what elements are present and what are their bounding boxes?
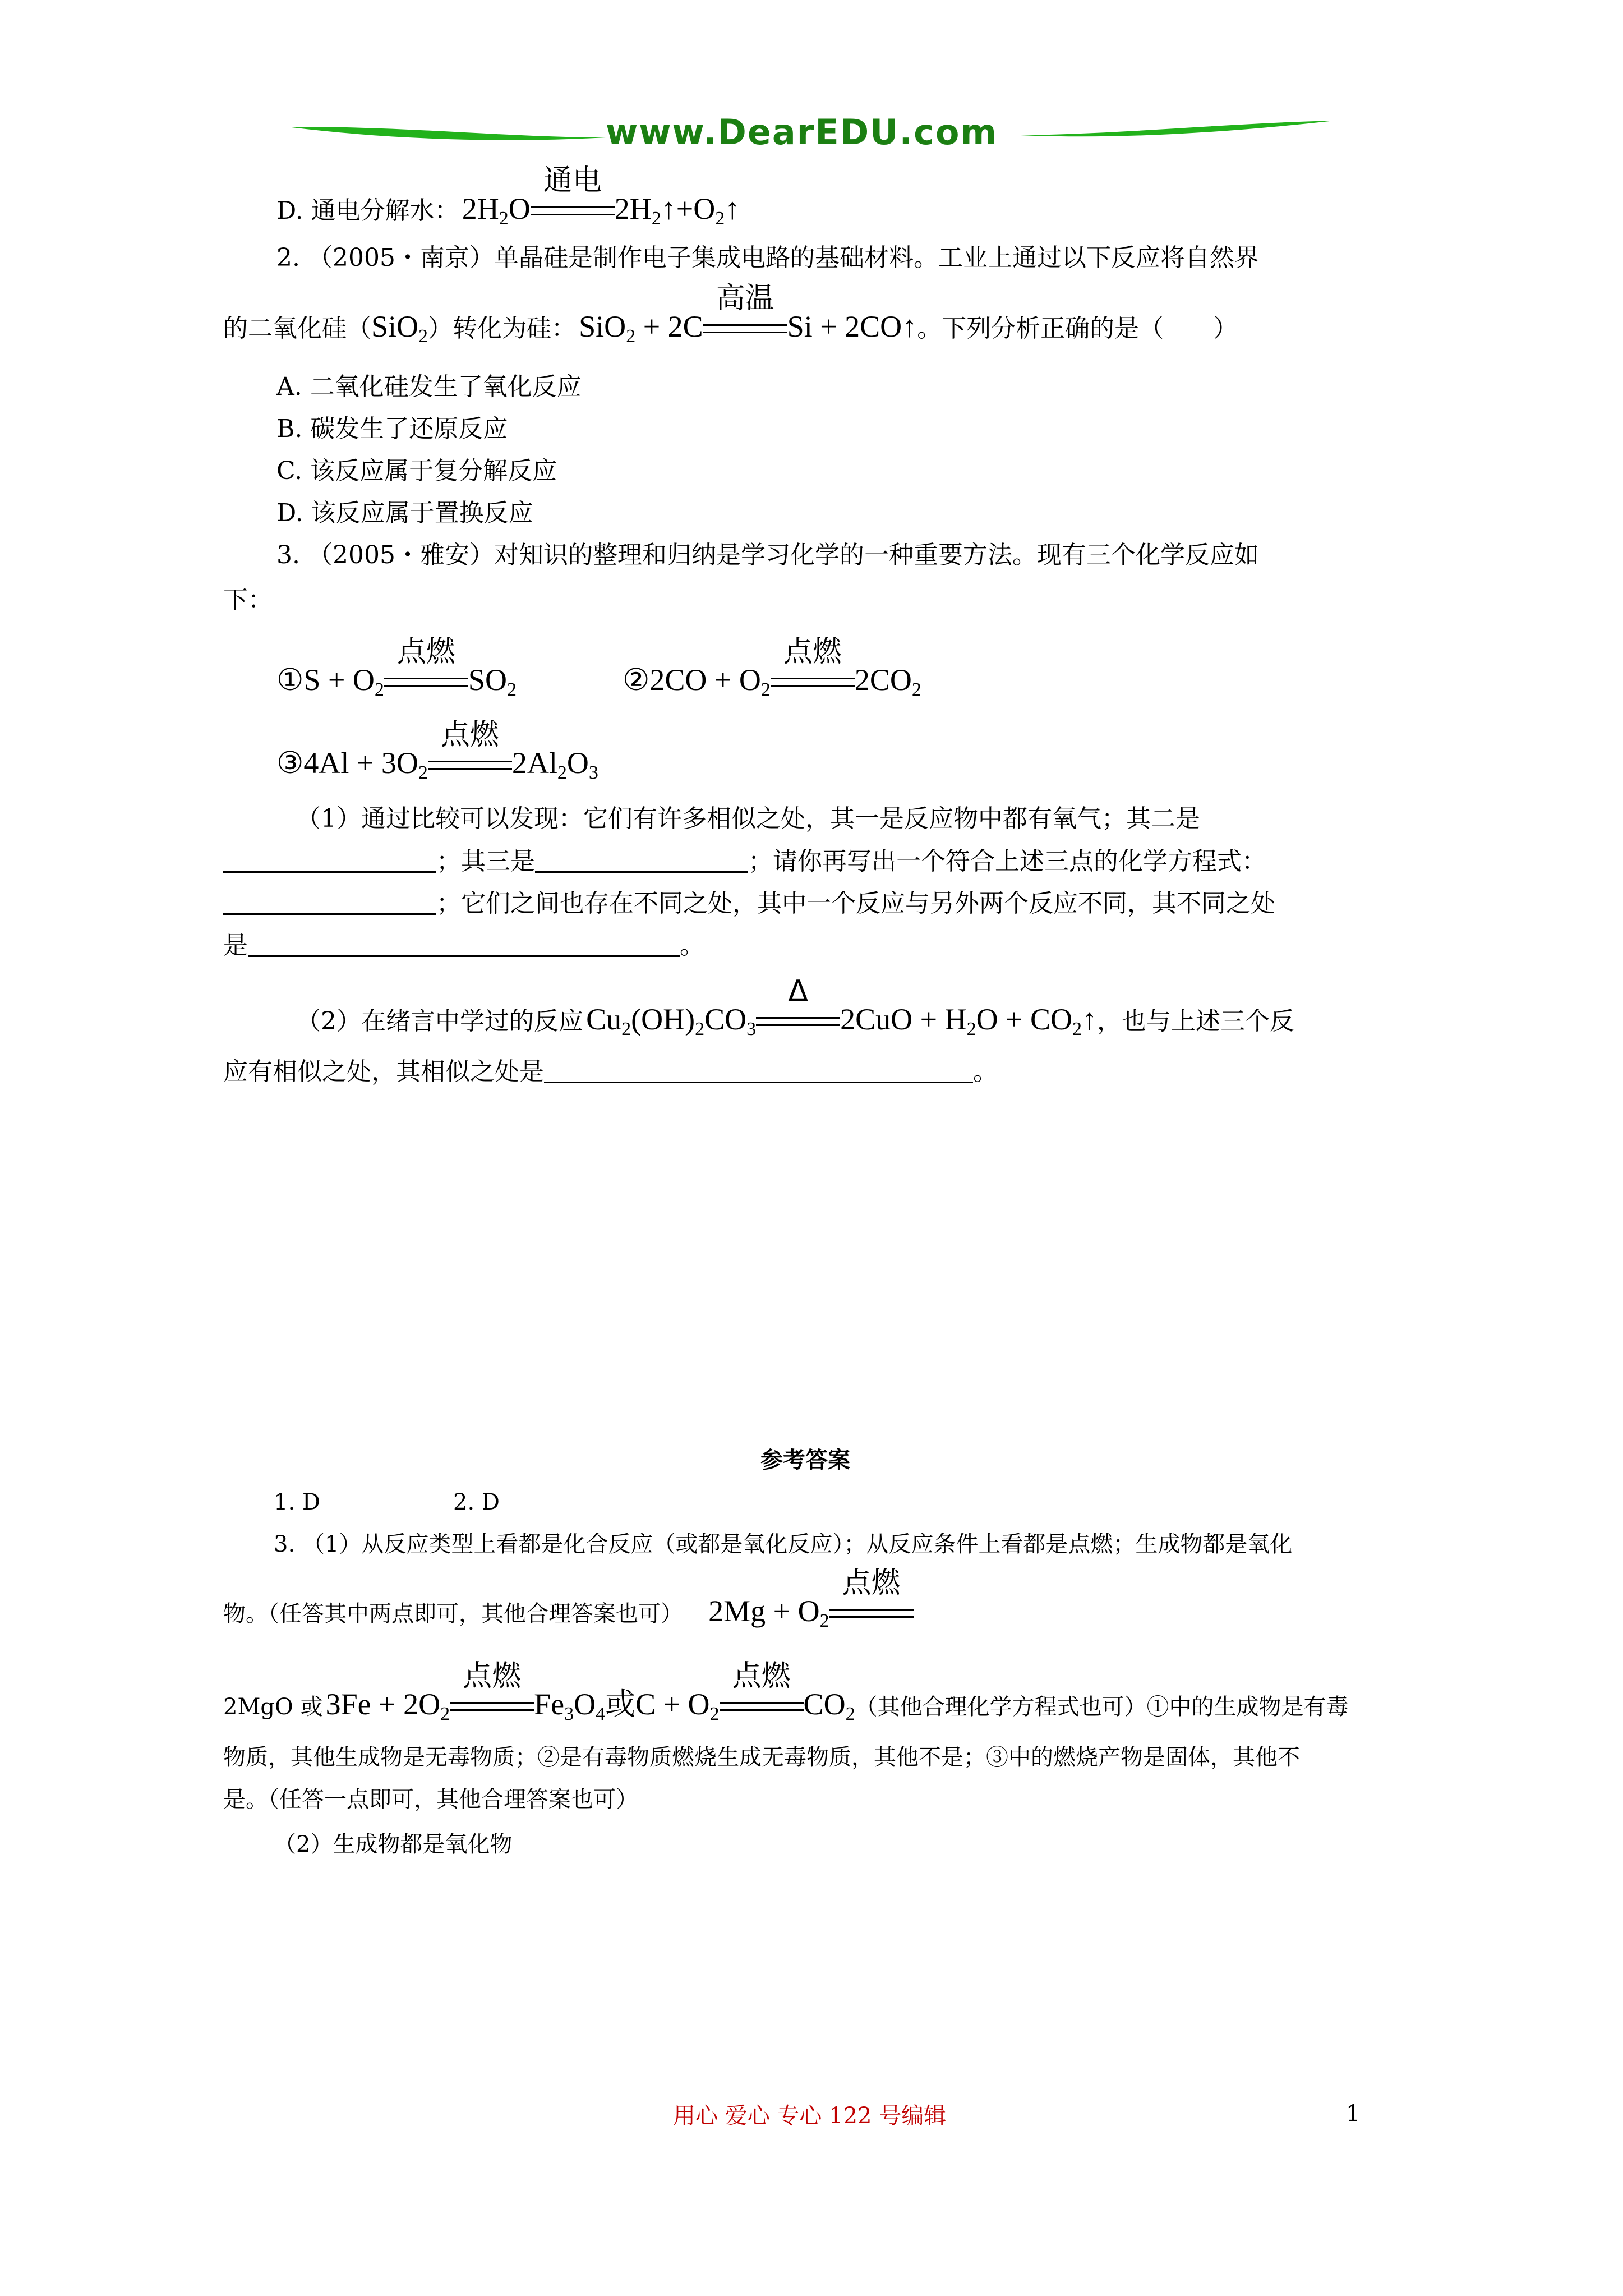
q2-stem-line2: 的二氧化硅（SiO$_2$）转化为硅： SiO$_2$ + 2C 高温 Si + 2CO↑。下列分析正确的是（ ） <box>223 282 1238 347</box>
q2-option-d: D. 该反应属于置换反应 <box>276 499 533 527</box>
q3-part1-line4: 是 。 <box>223 928 704 963</box>
q2-option-b: B. 碳发生了还原反应 <box>276 415 508 443</box>
answer-3-part2: （2）生成物都是氧化物 <box>274 1832 513 1857</box>
banner-swoosh-right <box>1021 117 1335 151</box>
electrolysis-equation: $2H_2O$ 通电 $2H_2↑+O_2↑$ <box>462 164 740 229</box>
q3-reaction-1: ①S + $O_2$ 点燃 $SO_2$ <box>276 635 517 700</box>
q2-stem-line1: 2. （2005・南京）单晶硅是制作电子集成电路的基础材料。工业上通过以下反应将自然界 <box>276 243 1259 272</box>
answer-blank-difference[interactable] <box>248 928 680 957</box>
answer-1: 1. D <box>274 1489 320 1515</box>
answer-3-line4: 物质，其他生成物是无毒物质；②是有毒物质燃烧生成无毒物质，其他不是；③中的燃烧产物是固体，其他不 <box>223 1745 1300 1770</box>
mg-equation: $2Mg + O_2$ 点燃 <box>708 1594 913 1628</box>
q3-stem-line2: 下： <box>223 586 273 614</box>
answer-blank-2[interactable] <box>223 844 436 873</box>
header-banner <box>292 109 1335 160</box>
reaction-arrow: 高温 <box>703 303 787 342</box>
q3-part1-line3: ；它们之间也存在不同之处，其中一个反应与另外两个反应不同，其不同之处 <box>223 886 1275 921</box>
fe-c-equations: $3Fe + 2O_2$ 点燃 $Fe_3O_4$或$C + O_2$ 点燃 $CO_2$ <box>325 1659 855 1724</box>
q2-option-a: A. 二氧化硅发生了氧化反应 <box>276 372 582 401</box>
silicon-equation: SiO$_2$ + 2C 高温 Si + 2CO↑ <box>579 282 917 347</box>
q3-stem-line1: 3. （2005・雅安）对知识的整理和归纳是学习化学的一种重要方法。现有三个化学反应如 <box>276 541 1259 569</box>
reaction-arrow: 点燃 <box>829 1588 914 1627</box>
reaction-arrow: 点燃 <box>450 1681 534 1720</box>
reaction-arrow: 点燃 <box>771 656 855 696</box>
reaction-arrow: Δ <box>756 996 840 1035</box>
malachite-equation: $Cu_2(OH)_2CO_3$ Δ $2CuO + H_2O$ + $CO_2↑$ <box>586 974 1098 1039</box>
footer-editor-note: 用心 爱心 专心 122 号编辑 <box>673 2103 947 2129</box>
answer-3-line1: 3. （1）从反应类型上看都是化合反应（或都是氧化反应）；从反应条件上看都是点燃；生成物都是氧化 <box>274 1531 1293 1557</box>
answer-3-line3: 2MgO 或 $3Fe + 2O_2$ 点燃 $Fe_3O_4$或$C + O_2$ 点燃 $CO_2$（其他合理化学方程式也可）①中的生成物是有毒 <box>223 1659 1349 1724</box>
answer-2: 2. D <box>453 1489 500 1515</box>
answer-blank-similarity[interactable] <box>544 1055 973 1083</box>
page-number: 1 <box>1346 2101 1361 2127</box>
site-logo-text: www.DearEDU.com <box>606 112 998 153</box>
answer-blank-3[interactable] <box>535 844 748 873</box>
reaction-arrow: 点燃 <box>428 739 512 779</box>
answer-3-line5: 是。（任答一点即可，其他合理答案也可） <box>223 1787 638 1812</box>
q3-reaction-2: ②2CO + $O_2$ 点燃 $2CO_2$ <box>623 635 921 700</box>
banner-swoosh-left <box>292 121 606 154</box>
q3-part1-line1: （1）通过比较可以发现：它们有许多相似之处，其一是反应物中都有氧气；其二是 <box>296 804 1200 833</box>
q2-option-c: C. 该反应属于复分解反应 <box>276 457 557 485</box>
reaction-arrow: 点燃 <box>384 656 468 696</box>
answer-3-line2: 物。（任答其中两点即可，其他合理答案也可） $2Mg + O_2$ 点燃 <box>223 1588 914 1630</box>
q3-part2-line2: 应有相似之处，其相似之处是 。 <box>223 1055 998 1089</box>
answer-blank-equation[interactable] <box>223 886 436 915</box>
q1-option-d: D. 通电分解水： $2H_2O$ 通电 $2H_2↑+O_2↑$ <box>276 164 740 229</box>
answers-title: 参考答案 <box>760 1447 850 1473</box>
q3-reaction-3: ③4Al + $3O_2$ 点燃 $2Al_2O_3$ <box>276 718 598 783</box>
reaction-arrow: 点燃 <box>720 1681 804 1720</box>
q3-part1-line2: ；其三是 ；请你再写出一个符合上述三点的化学方程式： <box>223 844 1266 878</box>
reaction-arrow: 通电 <box>531 185 615 224</box>
q3-part2-line1: （2）在绪言中学过的反应 $Cu_2(OH)_2CO_3$ Δ $2CuO + H_2O$ + $CO_2↑$，也与上述三个反 <box>296 974 1295 1039</box>
